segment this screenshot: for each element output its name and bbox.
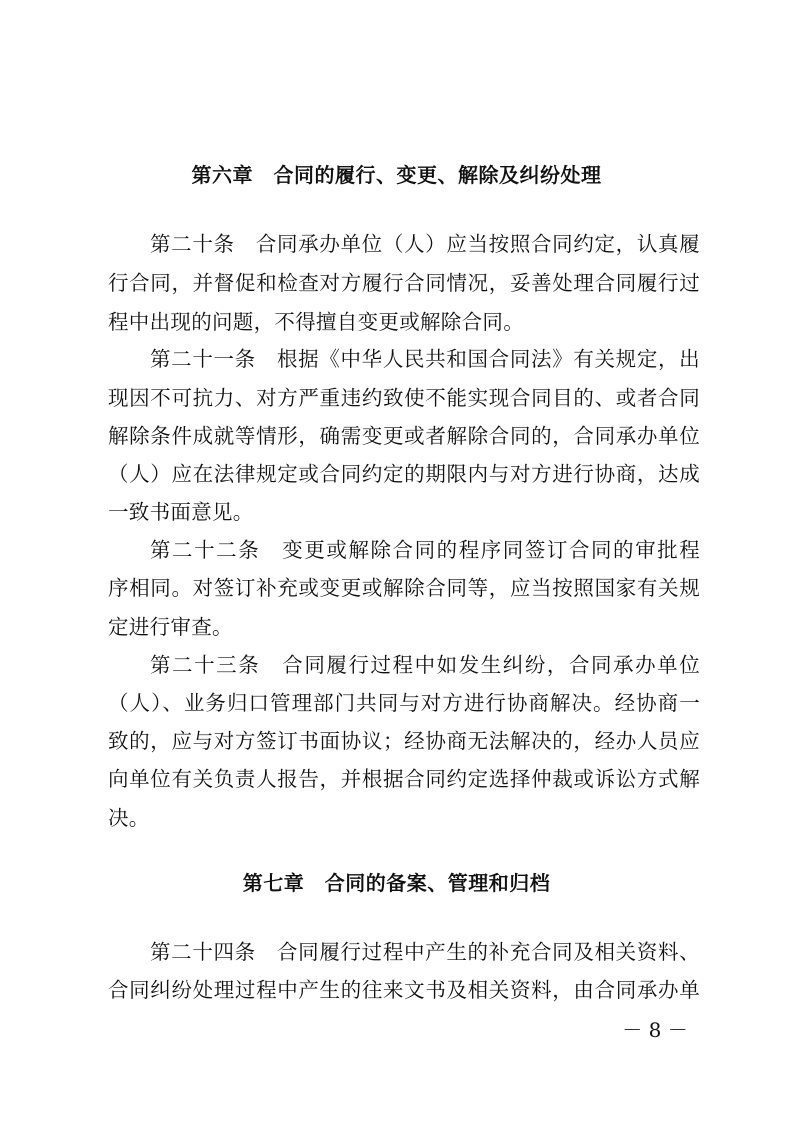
article-20-line-1: 第二十条 合同承办单位（人）应当按照合同约定，认真履 xyxy=(150,232,700,256)
article-23-line-1: 第二十三条 合同履行过程中如发生纠纷，合同承办单位 xyxy=(150,653,700,677)
article-22-line-1: 第二十二条 变更或解除合同的程序同签订合同的审批程 xyxy=(150,538,700,562)
article-23-line-2: （人）、业务归口管理部门共同与对方进行协商解决。经协商一 xyxy=(108,691,700,715)
chapter-7-heading: 第七章 合同的备案、管理和归档 xyxy=(242,871,551,895)
article-20-line-2: 行合同，并督促和检查对方履行合同情况，妥善处理合同履行过 xyxy=(108,271,700,295)
article-21-line-2: 现因不可抗力、对方严重违约致使不能实现合同目的、或者合同 xyxy=(108,386,700,410)
article-23-line-3: 致的，应与对方签订书面协议；经协商无法解决的，经办人员应 xyxy=(108,729,700,753)
article-22-line-3: 定进行审查。 xyxy=(108,615,233,639)
chapter-6-heading: 第六章 合同的履行、变更、解除及纠纷处理 xyxy=(191,163,602,187)
article-23-line-4: 向单位有关负责人报告，并根据合同约定选择仲裁或诉讼方式解 xyxy=(108,767,700,791)
article-23-line-5: 决。 xyxy=(108,806,150,830)
article-21-line-4: （人）应在法律规定或合同约定的期限内与对方进行协商，达成 xyxy=(108,462,700,486)
article-21-line-3: 解除条件成就等情形，确需变更或者解除合同的，合同承办单位 xyxy=(108,424,700,448)
article-21-line-5: 一致书面意见。 xyxy=(108,500,254,524)
article-22-line-2: 序相同。对签订补充或变更或解除合同等，应当按照国家有关规 xyxy=(108,576,700,600)
article-24-line-2: 合同纠纷处理过程中产生的往来文书及相关资料，由合同承办单 xyxy=(108,978,700,1002)
page-number: － 8 － xyxy=(622,1018,688,1042)
article-21-line-1: 第二十一条 根据《中华人民共和国合同法》有关规定，出 xyxy=(150,347,700,371)
article-24-line-1: 第二十四条 合同履行过程中产生的补充合同及相关资料、 xyxy=(150,940,700,964)
article-20-line-3: 程中出现的问题，不得擅自变更或解除合同。 xyxy=(108,310,524,334)
